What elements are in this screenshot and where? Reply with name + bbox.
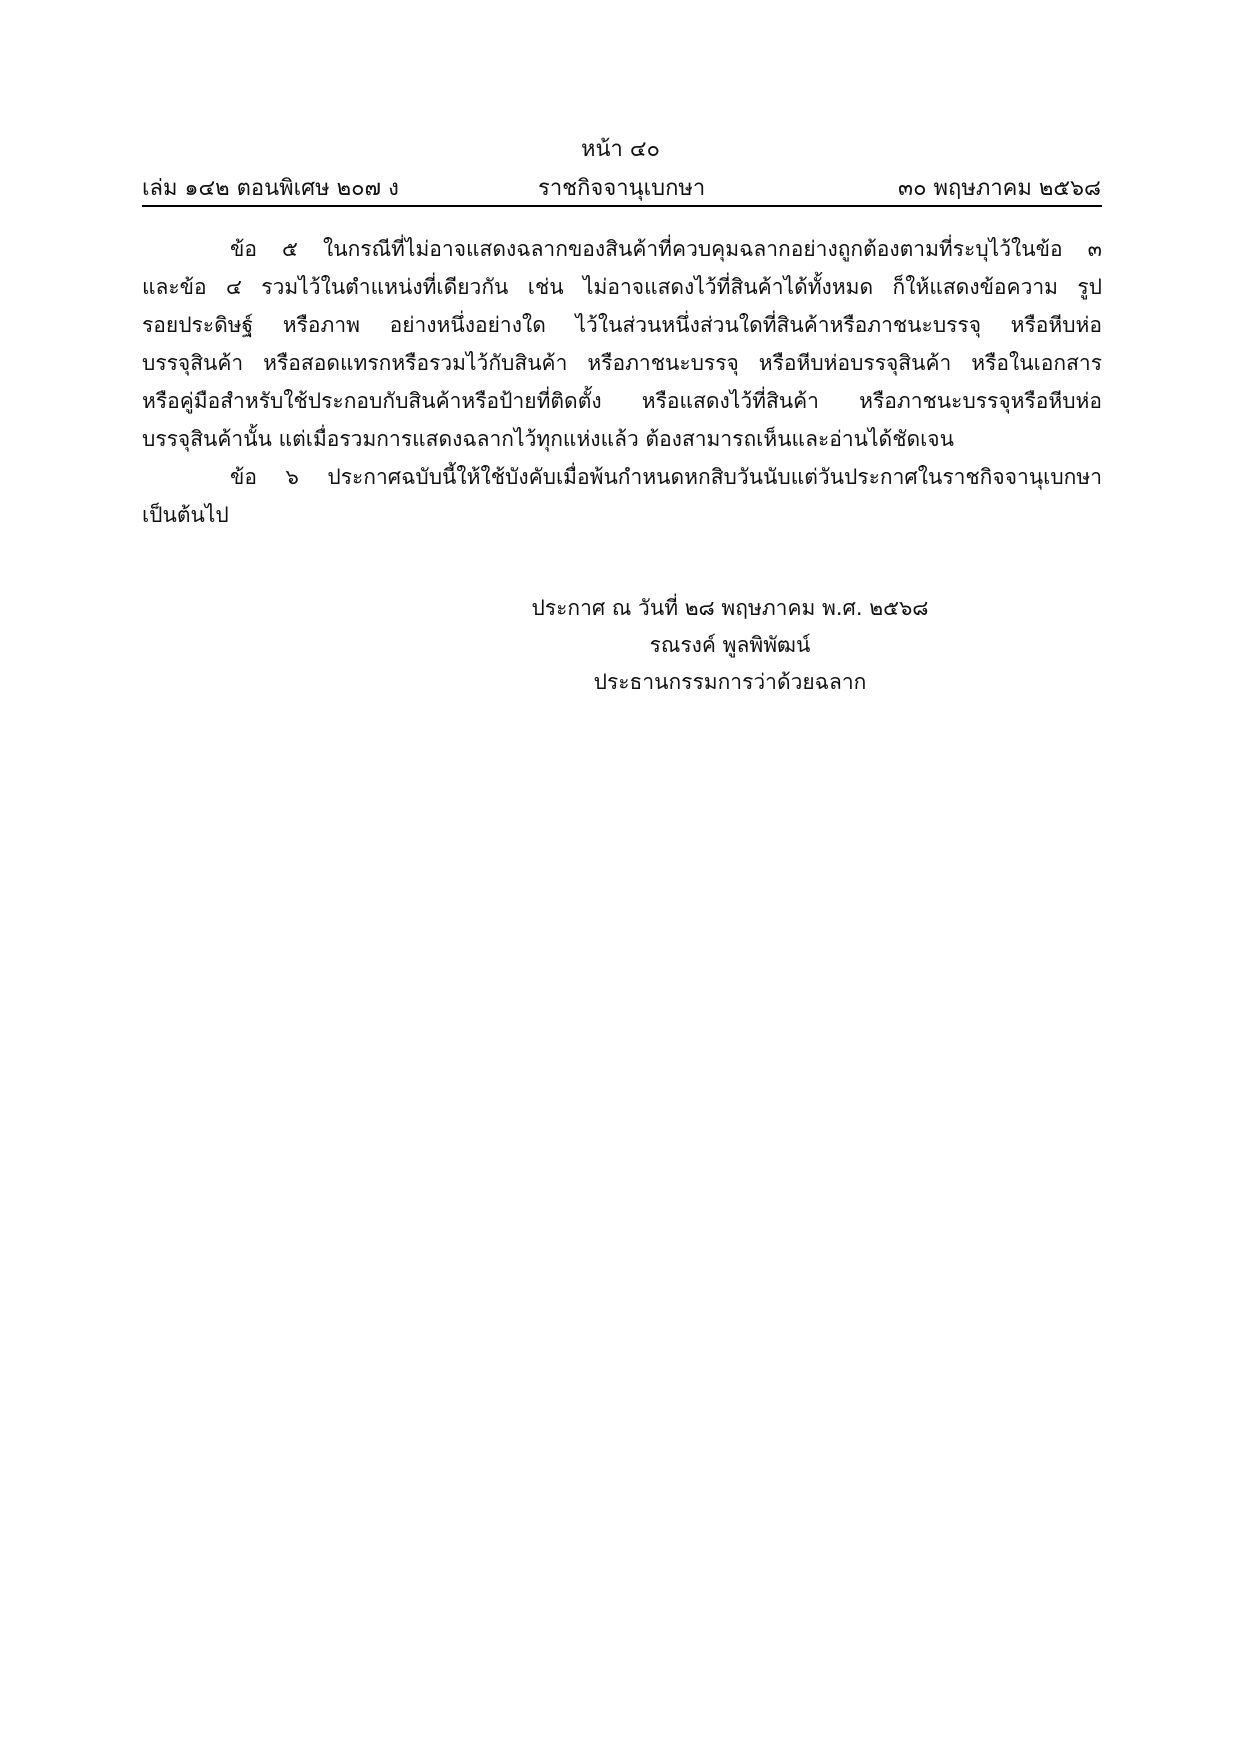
publication-date: ๓๐ พฤษภาคม ๒๕๖๘ xyxy=(898,176,1101,201)
signatory-name: รณรงค์ พูลพิพัฒน์ xyxy=(649,633,811,657)
announcement-date: ประกาศ ณ วันที่ ๒๘ พฤษภาคม พ.ศ. ๒๕๖๘ xyxy=(531,596,929,620)
clause-6-line: ข้อ ๖ ประกาศฉบับนี้ให้ใช้บังคับเมื่อพ้นกำหนดหกสิบวันนับแต่วันประกาศในราชกิจจานุเบกษา xyxy=(230,465,1102,489)
page-number: หน้า ๔๐ xyxy=(581,137,660,162)
clause-5-line: บรรจุสินค้า หรือสอดแทรกหรือรวมไว้กับสินค้า หรือภาชนะบรรจุ หรือหีบห่อบรรจุสินค้า หรือในเอกสาร xyxy=(142,351,1102,375)
clause-5-line: ข้อ ๕ ในกรณีที่ไม่อาจแสดงฉลากของสินค้าที่ควบคุมฉลากอย่างถูกต้องตามที่ระบุไว้ในข้อ ๓ xyxy=(230,237,1102,261)
publication-name: ราชกิจจานุเบกษา xyxy=(538,176,706,201)
clause-5-line: หรือคู่มือสำหรับใช้ประกอบกับสินค้าหรือป้ายที่ติดตั้ง หรือแสดงไว้ที่สินค้า หรือภาชนะบรรจุหรือหีบห่อ xyxy=(142,389,1102,413)
clause-5 xyxy=(142,230,1102,458)
clause-5-line: รอยประดิษฐ์ หรือภาพ อย่างหนึ่งอย่างใด ไว้ในส่วนหนึ่งส่วนใดที่สินค้าหรือภาชนะบรรจุ หรือหีบห่อ xyxy=(142,313,1102,337)
clause-5-line: บรรจุสินค้านั้น แต่เมื่อรวมการแสดงฉลากไว้ทุกแห่งแล้ว ต้องสามารถเห็นและอ่านได้ชัดเจน xyxy=(142,427,954,451)
signature-block xyxy=(420,590,1040,701)
clause-6-line: เป็นต้นไป xyxy=(142,503,229,527)
volume-issue: เล่ม ๑๔๒ ตอนพิเศษ ๒๐๗ ง xyxy=(142,176,399,201)
clause-6 xyxy=(142,458,1102,534)
header-rule xyxy=(142,205,1102,207)
signatory-position: ประธานกรรมการว่าด้วยฉลาก xyxy=(593,670,867,694)
clause-5-line: และข้อ ๔ รวมไว้ในตำแหน่งที่เดียวกัน เช่น ไม่อาจแสดงไว้ที่สินค้าได้ทั้งหมด ก็ให้แสดงข้อความ รูป xyxy=(142,275,1102,299)
